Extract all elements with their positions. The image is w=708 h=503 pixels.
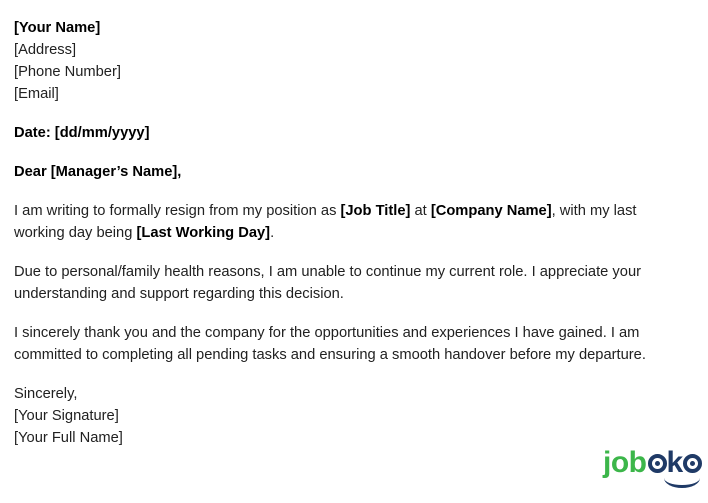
sender-name: [Your Name] bbox=[14, 20, 101, 36]
placeholder-company-name: [Company Name] bbox=[430, 203, 552, 219]
paragraph-gratitude: I sincerely thank you and the company for the opportunities and experiences I have gained. I am committed to completing all pending tasks and ensuring a smooth handover before my departure. bbox=[14, 325, 646, 363]
logo-o-eye-icon bbox=[648, 454, 667, 473]
signoff: Sincerely, bbox=[14, 386, 78, 402]
text-segment: at bbox=[410, 203, 431, 219]
signature-placeholder: [Your Signature] bbox=[14, 408, 119, 424]
paragraph-reason: Due to personal/family health reasons, I am unable to continue my current role. I appreciate your understanding and support regarding this decision. bbox=[14, 264, 642, 302]
text-segment: . bbox=[270, 225, 275, 241]
logo-text-k: k bbox=[666, 446, 683, 479]
closing-block bbox=[14, 383, 684, 449]
placeholder-job-title: [Job Title] bbox=[340, 203, 411, 219]
sender-phone: [Phone Number] bbox=[14, 64, 121, 80]
logo-o-pupil-icon bbox=[655, 461, 660, 466]
joboko-logo bbox=[603, 446, 703, 492]
text-segment: , with my last working day being bbox=[14, 203, 637, 241]
sender-email: [Email] bbox=[14, 86, 59, 102]
text-segment: I am writing to formally resign from my position as bbox=[14, 203, 341, 219]
salutation: Dear [Manager’s Name], bbox=[14, 164, 182, 180]
logo-o-pupil-icon bbox=[690, 461, 695, 466]
logo-smile-icon bbox=[664, 478, 700, 488]
sender-block bbox=[14, 17, 684, 105]
full-name-placeholder: [Your Full Name] bbox=[14, 430, 123, 446]
date-line: Date: [dd/mm/yyyy] bbox=[14, 125, 150, 141]
paragraph-resignation bbox=[14, 200, 684, 244]
logo-o-eye-icon bbox=[683, 454, 702, 473]
placeholder-last-working-day: [Last Working Day] bbox=[136, 225, 271, 241]
sender-address: [Address] bbox=[14, 42, 77, 58]
logo-text-job: job bbox=[603, 446, 647, 479]
